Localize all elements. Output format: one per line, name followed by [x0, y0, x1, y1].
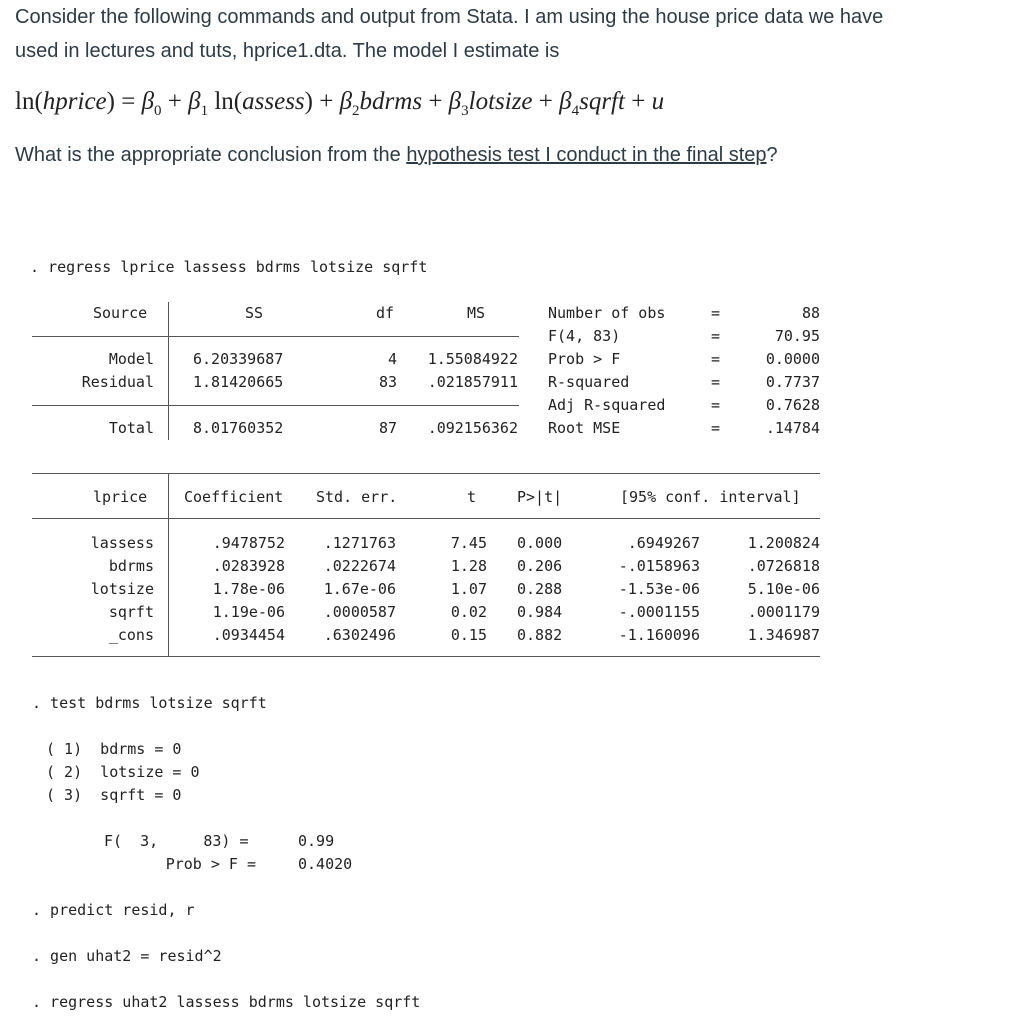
coef-row-var: lassess — [90, 534, 154, 552]
command-test: . test bdrms lotsize sqrft — [32, 694, 267, 712]
stat-label: Adj R-squared — [548, 396, 666, 414]
f-prob-value: 0.4020 — [298, 855, 353, 873]
stat-eq: = — [711, 304, 721, 322]
coef-row-ci-hi: 1.346987 — [747, 626, 820, 644]
anova-divider — [168, 302, 169, 440]
coef-row-se: 1.67e-06 — [323, 580, 396, 598]
stat-value: .14784 — [765, 419, 820, 437]
coef-header-p: P>|t| — [517, 488, 563, 506]
coef-header-var: lprice — [93, 488, 148, 506]
stat-eq: = — [711, 350, 721, 368]
coef-divider — [168, 474, 169, 657]
coef-row-ci-hi: 1.200824 — [747, 534, 820, 552]
coef-row-se: .1271763 — [323, 534, 396, 552]
stat-value: 0.7737 — [765, 373, 820, 391]
coef-row-t: 1.07 — [450, 580, 487, 598]
question-prompt — [15, 144, 778, 167]
stat-value: 0.0000 — [765, 350, 820, 368]
anova-total-rule — [32, 405, 519, 406]
model-equation: ln(hprice) = $\beta_0 + \beta_1$ ln(assess) + $\beta_2bdrms$ + $\beta_3lotsize$ + $\beta_4sqrft + u$ — [15, 88, 665, 119]
coef-row-ci-hi: .0726818 — [747, 557, 820, 575]
coef-row-se: .0222674 — [323, 557, 396, 575]
anova-row-ss: 6.20339687 — [193, 350, 284, 368]
stat-value: 88 — [801, 304, 820, 322]
command-gen: . gen uhat2 = resid^2 — [32, 947, 222, 965]
anova-row-ms: .092156362 — [427, 419, 518, 437]
coef-row-p: 0.206 — [517, 557, 563, 575]
f-stat-label: F( 3, 83) = — [104, 832, 249, 850]
coef-row-t: 0.15 — [450, 626, 487, 644]
anova-header-ms: MS — [467, 304, 486, 322]
stat-eq: = — [711, 373, 721, 391]
anova-row-df: 87 — [378, 419, 397, 437]
anova-header-df: df — [376, 304, 395, 322]
coef-row-var: _cons — [108, 626, 154, 644]
stat-value: 0.7628 — [765, 396, 820, 414]
coef-row-se: .0000587 — [323, 603, 396, 621]
coef-bottom-rule — [32, 656, 820, 657]
question-line-2: used in lectures and tuts, hprice1.dta. The model I estimate is — [15, 40, 560, 62]
anova-row-ms: 1.55084922 — [427, 350, 518, 368]
anova-header-rule — [32, 336, 519, 337]
prompt-before: What is the appropriate conclusion from the — [15, 144, 407, 166]
question-line-1: Consider the following commands and output from Stata. I am using the house price data we have — [15, 6, 884, 28]
coef-row-p: 0.000 — [517, 534, 563, 552]
constraint-line: ( 2) lotsize = 0 — [46, 763, 200, 781]
command-regress-uhat2: . regress uhat2 lassess bdrms lotsize sqrft — [32, 993, 421, 1011]
constraint-line: ( 1) bdrms = 0 — [46, 740, 182, 758]
coef-row-ci-hi: .0001179 — [747, 603, 820, 621]
coef-header-rule — [32, 518, 820, 519]
stat-label: Prob > F — [548, 350, 621, 368]
stat-label: F(4, 83) — [548, 327, 621, 345]
coef-row-coef: .0283928 — [212, 557, 285, 575]
coef-row-var: lotsize — [90, 580, 154, 598]
coef-row-t: 7.45 — [450, 534, 487, 552]
command-predict: . predict resid, r — [32, 901, 195, 919]
coef-row-se: .6302496 — [323, 626, 396, 644]
coef-row-coef: 1.19e-06 — [212, 603, 285, 621]
stat-label: Number of obs — [548, 304, 666, 322]
f-prob-label: Prob > F = — [165, 855, 256, 873]
command-regress: . regress lprice lassess bdrms lotsize sqrft — [30, 258, 428, 276]
coef-row-coef: .0934454 — [212, 626, 285, 644]
anova-row-ss: 8.01760352 — [193, 419, 284, 437]
anova-row-df: 83 — [378, 373, 397, 391]
stat-eq: = — [711, 327, 721, 345]
constraint-line: ( 3) sqrft = 0 — [46, 786, 182, 804]
coef-row-coef: .9478752 — [212, 534, 285, 552]
stat-eq: = — [711, 419, 721, 437]
prompt-after: ? — [766, 144, 778, 166]
anova-row-ms: .021857911 — [427, 373, 518, 391]
coef-header-se: Std. err. — [316, 488, 398, 506]
coef-row-ci-lo: -.0158963 — [618, 557, 700, 575]
coef-header-ci: [95% conf. interval] — [620, 488, 801, 506]
anova-header-ss: SS — [245, 304, 264, 322]
coef-top-rule — [32, 473, 820, 474]
coef-header-coef: Coefficient — [184, 488, 284, 506]
stat-label: Root MSE — [548, 419, 621, 437]
anova-row-df: 4 — [387, 350, 397, 368]
coef-row-var: bdrms — [108, 557, 154, 575]
f-stat-value: 0.99 — [298, 832, 335, 850]
anova-row-ss: 1.81420665 — [193, 373, 284, 391]
coef-row-t: 1.28 — [450, 557, 487, 575]
stat-label: R-squared — [548, 373, 630, 391]
stat-eq: = — [711, 396, 721, 414]
stat-value: 70.95 — [774, 327, 820, 345]
coef-row-ci-lo: .6949267 — [627, 534, 700, 552]
coef-row-ci-lo: -1.160096 — [618, 626, 700, 644]
coef-row-p: 0.288 — [517, 580, 563, 598]
anova-row-source: Residual — [81, 373, 154, 391]
coef-row-coef: 1.78e-06 — [212, 580, 285, 598]
coef-row-p: 0.984 — [517, 603, 563, 621]
hypothesis-test-link[interactable]: hypothesis test I conduct in the final step — [406, 144, 767, 166]
coef-row-p: 0.882 — [517, 626, 563, 644]
anova-row-source: Model — [108, 350, 154, 368]
coef-row-var: sqrft — [108, 603, 154, 621]
coef-row-ci-hi: 5.10e-06 — [747, 580, 820, 598]
anova-row-source: Total — [108, 419, 154, 437]
anova-header-source: Source — [93, 304, 148, 322]
coef-row-t: 0.02 — [450, 603, 487, 621]
coef-header-t: t — [467, 488, 477, 506]
coef-row-ci-lo: -.0001155 — [618, 603, 700, 621]
coef-row-ci-lo: -1.53e-06 — [618, 580, 700, 598]
